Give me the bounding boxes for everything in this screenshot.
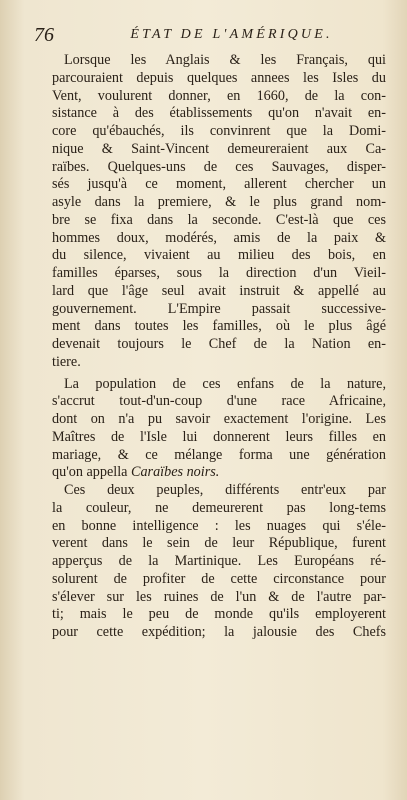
text-line: tiere. [52, 353, 81, 370]
text-line: dont on n'a pu savoir exactement l'origine. Les [52, 411, 386, 427]
paragraph-2 [52, 376, 386, 483]
text-line: ti; mais le peu de monde qu'ils employerent [52, 606, 386, 623]
text-line: core qu'ébauchés, ils convinrent que la Domi- [52, 123, 386, 139]
text-line: gouvernement. L'Empire passait successive- [52, 300, 386, 317]
paragraph-3 [52, 482, 386, 642]
paragraph-1 [52, 52, 386, 372]
text-line: nique & Saint-Vincent demeureraient aux Ca- [52, 140, 386, 157]
text-line: ment dans toutes les familles, où le plus âgé [52, 318, 386, 335]
text-line: devenait toujours le Chef de la Nation en- [52, 336, 386, 352]
text-line: sistance à des établissements qu'on n'avait en- [52, 105, 386, 122]
text-line: la couleur, ne demeurerent pas long-tems [52, 499, 386, 516]
text-line: solurent de profiter de cette circonstance pour [52, 570, 386, 587]
text-line: s'élever sur les ruines de l'un & de l'autre par- [52, 588, 386, 605]
text-line-with-italic [52, 464, 386, 482]
text-line: parcouraient depuis quelques annees les Isles du [52, 69, 386, 86]
text-line: asyle dans la premiere, & le plus grand nom- [52, 194, 386, 210]
text-line: Lorsque les Anglais & les Français, qui [64, 52, 386, 68]
text-line: hommes doux, modérés, amis de la paix & [52, 229, 386, 246]
running-title: ÉTAT DE L'AMÉRIQUE. [130, 27, 333, 42]
text-line: Vent, voulurent donner, en 1660, de la con- [52, 87, 386, 104]
text-line: familles éparses, sous la direction d'un Vieil- [52, 265, 386, 281]
text-line: Ces deux peuples, différents entr'eux par [64, 482, 386, 498]
page-body [52, 52, 386, 642]
page-header [34, 24, 377, 46]
text-line: bre se fixa dans la seconde. C'est-là que ces [52, 211, 386, 228]
page-number: 76 [34, 24, 54, 46]
text-line: mariage, & ce mélange forma une génération [52, 446, 386, 463]
text-line: verent dans le sein de leur République, furent [52, 535, 386, 552]
text-line: s'accrut tout-d'un-coup d'une race Africaine, [52, 393, 386, 410]
text-line: Maîtres de l'Isle lui donnerent leurs filles en [52, 428, 386, 445]
text-line: du silence, vivaient au milieu des bois, en [52, 247, 386, 264]
text-line: pour cette expédition; la jalousie des Chefs [52, 624, 386, 640]
text-line: raïbes. Quelques-uns de ces Sauvages, disper- [52, 158, 386, 175]
text-line: apperçus de la Martinique. Les Européans ré- [52, 553, 386, 569]
text-line-start: qu'on appella [52, 464, 128, 481]
text-line: en bonne intelligence : les nuages qui s'éle- [52, 517, 386, 534]
text-line: sés jusqu'à ce moment, allerent chercher un [52, 176, 386, 193]
text-line: lard que l'âge seul avait instruit & appellé au [52, 282, 386, 299]
text-line: La population de ces enfans de la nature, [64, 375, 386, 392]
italic-term: Caraïbes noirs. [131, 464, 220, 481]
